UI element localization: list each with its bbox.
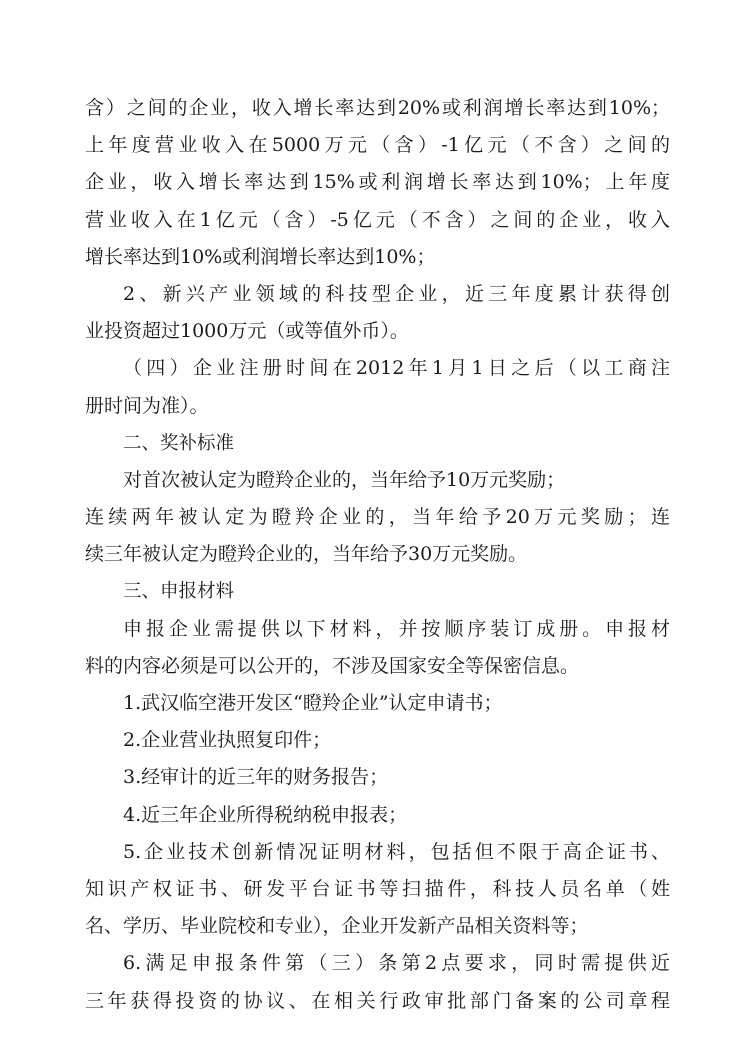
- body-line: 2、新兴产业领域的科技型企业，近三年度累计获得创: [123, 282, 670, 305]
- section-heading: 三、申报材料: [123, 581, 235, 603]
- list-item: 1.武汉临空港开发区“瞪羚企业”认定申请书；: [123, 692, 503, 714]
- list-item: 2.企业营业执照复印件；: [123, 729, 332, 752]
- body-line: 业投资超过1000万元（或等值外币）。: [85, 320, 409, 343]
- body-line: 申报企业需提供以下材料，并按顺序装订成册。申报材: [123, 617, 670, 640]
- list-item: 6.满足申报条件第（三）条第2点要求，同时需提供近: [123, 952, 670, 975]
- list-item: 3.经审计的近三年的财务报告；: [123, 766, 389, 789]
- body-line: 含）之间的企业，收入增长率达到20%或利润增长率达到10%；: [85, 97, 670, 119]
- body-line: （四）企业注册时间在2012年1月1日之后（以工商注: [123, 357, 670, 380]
- body-line: 册时间为准）。: [85, 394, 209, 417]
- body-line: 三年获得投资的协议、在相关行政审批部门备案的公司章程: [85, 989, 670, 1012]
- section-heading: 二、奖补标准: [123, 432, 235, 454]
- body-line: 连续两年被认定为瞪羚企业的，当年给予20万元奖励；连: [85, 506, 670, 529]
- list-item: 4.近三年企业所得税纳税申报表；: [123, 803, 408, 826]
- body-line: 营业收入在1亿元（含）-5亿元（不含）之间的企业，收入: [85, 208, 670, 231]
- body-line: 企业，收入增长率达到15%或利润增长率达到10%；上年度: [85, 171, 670, 194]
- body-line: 续三年被认定为瞪羚企业的，当年给予30万元奖励。: [85, 543, 528, 566]
- body-line: 增长率达到10%或利润增长率达到10%；: [85, 245, 436, 268]
- document-body: [85, 90, 670, 1020]
- body-line: 知识产权证书、研发平台证书等扫描件，科技人员名单（姓: [85, 877, 670, 900]
- body-line: 名、学历、毕业院校和专业），企业开发新产品相关资料等；: [85, 915, 589, 938]
- body-line: 料的内容必须是可以公开的，不涉及国家安全等保密信息。: [85, 654, 580, 677]
- body-line: 上年度营业收入在5000万元（含）-1亿元（不含）之间的: [85, 134, 670, 157]
- list-item: 5.企业技术创新情况证明材料，包括但不限于高企证书、: [123, 840, 670, 863]
- body-line: 对首次被认定为瞪羚企业的，当年给予10万元奖励；: [123, 468, 566, 491]
